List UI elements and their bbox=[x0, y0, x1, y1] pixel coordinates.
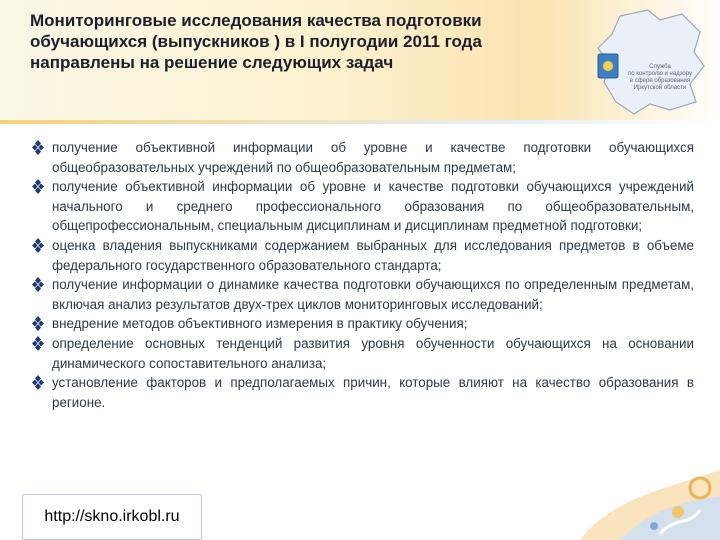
title-line-3: направлены на решение следующих задач bbox=[30, 53, 394, 72]
task-list-item bbox=[30, 373, 694, 412]
task-text: внедрение методов объективного измерения в практику обучения; bbox=[52, 316, 468, 332]
task-list-item bbox=[30, 314, 694, 334]
emblem-line: в сфере образования bbox=[629, 78, 691, 84]
decorative-swirl-icon bbox=[550, 430, 720, 540]
emblem-line: по контролю и надзору bbox=[627, 71, 692, 77]
region-map-emblem bbox=[590, 6, 708, 118]
task-text: получение объективной информации об уровне и качестве подготовки обучающихся учреждений начального и среднего профессионального образования по общеобразовательным, общепрофессиональным, специальным дисциплинам и дисциплинам предметной подготовки; bbox=[52, 179, 694, 234]
slide-title bbox=[30, 10, 590, 73]
website-url[interactable]: http://skno.irkobl.ru bbox=[44, 508, 180, 525]
diamond-bullet-icon bbox=[30, 373, 46, 392]
task-text: получение информации о динамике качества подготовки обучающихся по определенным предметам, включая анализ результатов двух-трех циклов мониторинговых исследований; bbox=[52, 277, 694, 312]
diamond-bullet-icon bbox=[30, 138, 46, 157]
task-list-item bbox=[30, 138, 694, 177]
task-text: получение объективной информации об уровне и качестве подготовки обучающихся общеобразовательных учреждений по общеобразовательным предметам; bbox=[52, 140, 694, 175]
task-list-item bbox=[30, 236, 694, 275]
diamond-bullet-icon bbox=[30, 236, 46, 255]
diamond-bullet-icon bbox=[30, 334, 46, 353]
region-map-icon bbox=[590, 6, 708, 118]
emblem-line: Служба bbox=[649, 64, 671, 70]
task-list bbox=[30, 138, 694, 412]
title-line-2: обучающихся (выпускников ) в I полугодии 2011 года bbox=[30, 32, 482, 51]
task-list-item bbox=[30, 275, 694, 314]
task-text: установление факторов и предполагаемых причин, которые влияют на качество образования в регионе. bbox=[52, 375, 694, 410]
task-text: определение основных тенденций развития уровня обученности обучающихся на основании динамического сопоставительного анализа; bbox=[52, 335, 694, 371]
emblem-line: Иркутской области bbox=[633, 85, 687, 91]
task-list-container bbox=[30, 138, 694, 412]
task-list-item bbox=[30, 334, 694, 373]
task-list-item bbox=[30, 177, 694, 236]
website-link-box[interactable] bbox=[22, 494, 202, 540]
header-divider bbox=[0, 120, 720, 124]
diamond-bullet-icon bbox=[30, 314, 46, 333]
diamond-bullet-icon bbox=[30, 275, 46, 294]
task-text: оценка владения выпускниками содержанием выбранных для исследования предметов в объеме федерального государственного образовательного стандарта; bbox=[52, 237, 694, 273]
emblem-caption bbox=[620, 64, 700, 92]
title-line-1: Мониторинговые исследования качества подготовки bbox=[30, 11, 482, 30]
diamond-bullet-icon bbox=[30, 177, 46, 196]
